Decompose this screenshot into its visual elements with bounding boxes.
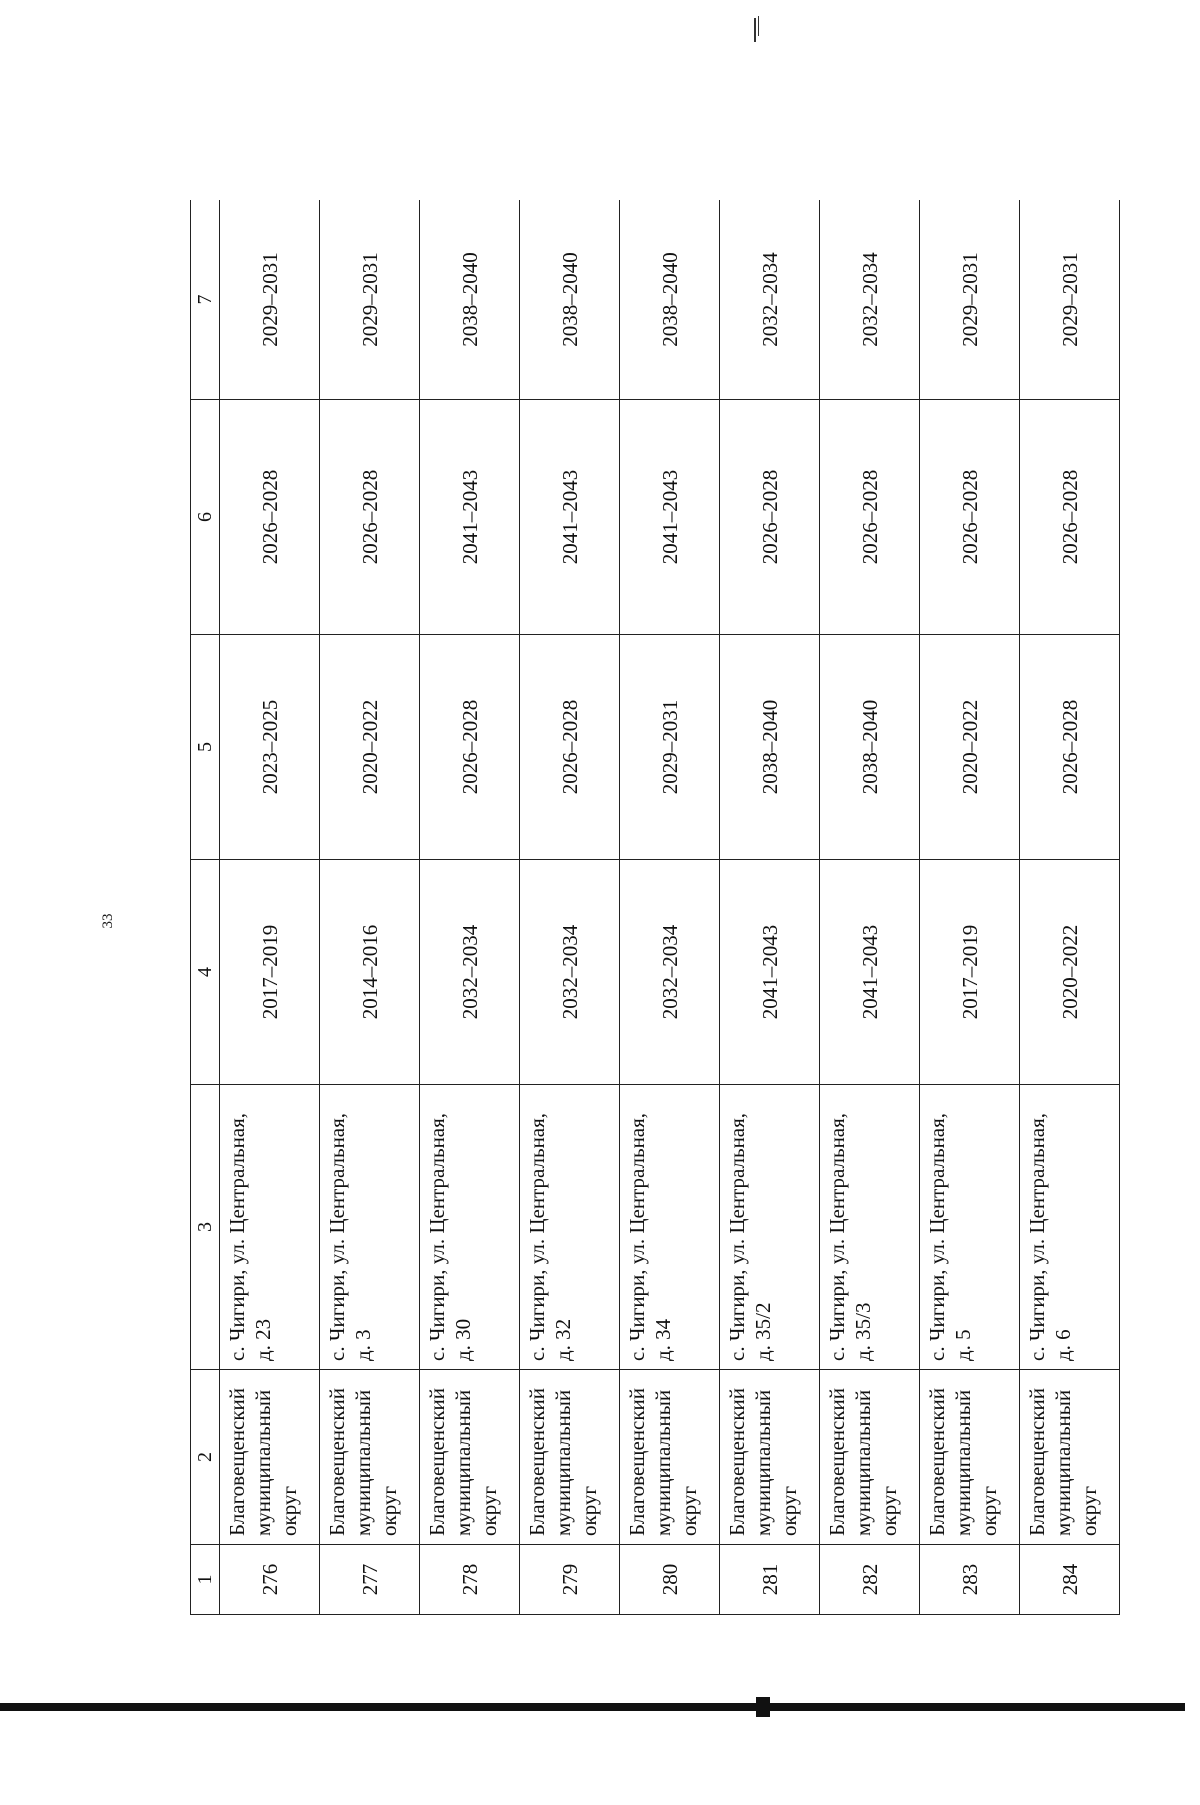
period-cell: 2038–2040 (620, 200, 720, 400)
schedule-table-frame (190, 200, 1120, 1615)
period-cell: 2029–2031 (320, 200, 420, 400)
row-number: 284 (1020, 1545, 1120, 1615)
table-row (720, 200, 820, 1615)
period-cell: 2026–2028 (520, 635, 620, 860)
period-cell: 2026–2028 (1020, 635, 1120, 860)
address-cell: с. Чигири, ул. Центральная, д. 32 (520, 1085, 620, 1370)
period-cell: 2032–2034 (420, 860, 520, 1085)
table-row (920, 200, 1020, 1615)
address-cell: с. Чигири, ул. Центральная, д. 35/2 (720, 1085, 820, 1370)
column-header: 3 (191, 1085, 220, 1370)
period-cell: 2026–2028 (320, 400, 420, 635)
period-cell: 2017–2019 (220, 860, 320, 1085)
district-cell: Благовещенский муниципальный округ (720, 1370, 820, 1545)
period-cell: 2041–2043 (820, 860, 920, 1085)
period-cell: 2029–2031 (1020, 200, 1120, 400)
table-row (320, 200, 420, 1615)
scan-artifact-mark (754, 18, 756, 42)
address-cell: с. Чигири, ул. Центральная, д. 23 (220, 1085, 320, 1370)
address-cell: с. Чигири, ул. Центральная, д. 6 (1020, 1085, 1120, 1370)
period-cell: 2020–2022 (920, 635, 1020, 860)
column-header: 4 (191, 860, 220, 1085)
table-header-row (191, 200, 220, 1615)
row-number: 280 (620, 1545, 720, 1615)
table-row (820, 200, 920, 1615)
district-cell: Благовещенский муниципальный округ (620, 1370, 720, 1545)
address-cell: с. Чигири, ул. Центральная, д. 34 (620, 1085, 720, 1370)
table-row (420, 200, 520, 1615)
period-cell: 2026–2028 (220, 400, 320, 635)
period-cell: 2038–2040 (420, 200, 520, 400)
district-cell: Благовещенский муниципальный округ (920, 1370, 1020, 1545)
period-cell: 2041–2043 (620, 400, 720, 635)
column-header: 6 (191, 400, 220, 635)
period-cell: 2041–2043 (720, 860, 820, 1085)
table-row (220, 200, 320, 1615)
column-header: 1 (191, 1545, 220, 1615)
period-cell: 2032–2034 (520, 860, 620, 1085)
row-number: 277 (320, 1545, 420, 1615)
period-cell: 2041–2043 (420, 400, 520, 635)
period-cell: 2020–2022 (320, 635, 420, 860)
table-row (620, 200, 720, 1615)
page-number: 33 (100, 913, 116, 929)
period-cell: 2041–2043 (520, 400, 620, 635)
period-cell: 2038–2040 (720, 635, 820, 860)
period-cell: 2026–2028 (420, 635, 520, 860)
column-header: 5 (191, 635, 220, 860)
period-cell: 2029–2031 (920, 200, 1020, 400)
address-cell: с. Чигири, ул. Центральная, д. 3 (320, 1085, 420, 1370)
district-cell: Благовещенский муниципальный округ (420, 1370, 520, 1545)
address-cell: с. Чигири, ул. Центральная, д. 30 (420, 1085, 520, 1370)
scan-artifact-mark (758, 16, 759, 36)
row-number: 281 (720, 1545, 820, 1615)
schedule-table-rotated (190, 200, 1120, 1615)
period-cell: 2038–2040 (820, 635, 920, 860)
period-cell: 2032–2034 (720, 200, 820, 400)
table-row (520, 200, 620, 1615)
period-cell: 2017–2019 (920, 860, 1020, 1085)
period-cell: 2026–2028 (720, 400, 820, 635)
period-cell: 2026–2028 (920, 400, 1020, 635)
district-cell: Благовещенский муниципальный округ (1020, 1370, 1120, 1545)
scan-bottom-bar (0, 1703, 1185, 1711)
row-number: 278 (420, 1545, 520, 1615)
period-cell: 2032–2034 (820, 200, 920, 400)
period-cell: 2023–2025 (220, 635, 320, 860)
row-number: 279 (520, 1545, 620, 1615)
period-cell: 2026–2028 (1020, 400, 1120, 635)
district-cell: Благовещенский муниципальный округ (820, 1370, 920, 1545)
row-number: 276 (220, 1545, 320, 1615)
period-cell: 2029–2031 (620, 635, 720, 860)
row-number: 283 (920, 1545, 1020, 1615)
period-cell: 2026–2028 (820, 400, 920, 635)
period-cell: 2029–2031 (220, 200, 320, 400)
address-cell: с. Чигири, ул. Центральная, д. 35/3 (820, 1085, 920, 1370)
address-cell: с. Чигири, ул. Центральная, д. 5 (920, 1085, 1020, 1370)
column-header: 7 (191, 200, 220, 400)
column-header: 2 (191, 1370, 220, 1545)
schedule-table (190, 200, 1120, 1615)
period-cell: 2020–2022 (1020, 860, 1120, 1085)
period-cell: 2014–2016 (320, 860, 420, 1085)
scan-artifact-mark (756, 1697, 770, 1717)
district-cell: Благовещенский муниципальный округ (520, 1370, 620, 1545)
row-number: 282 (820, 1545, 920, 1615)
period-cell: 2032–2034 (620, 860, 720, 1085)
period-cell: 2038–2040 (520, 200, 620, 400)
table-row (1020, 200, 1120, 1615)
district-cell: Благовещенский муниципальный округ (220, 1370, 320, 1545)
district-cell: Благовещенский муниципальный округ (320, 1370, 420, 1545)
